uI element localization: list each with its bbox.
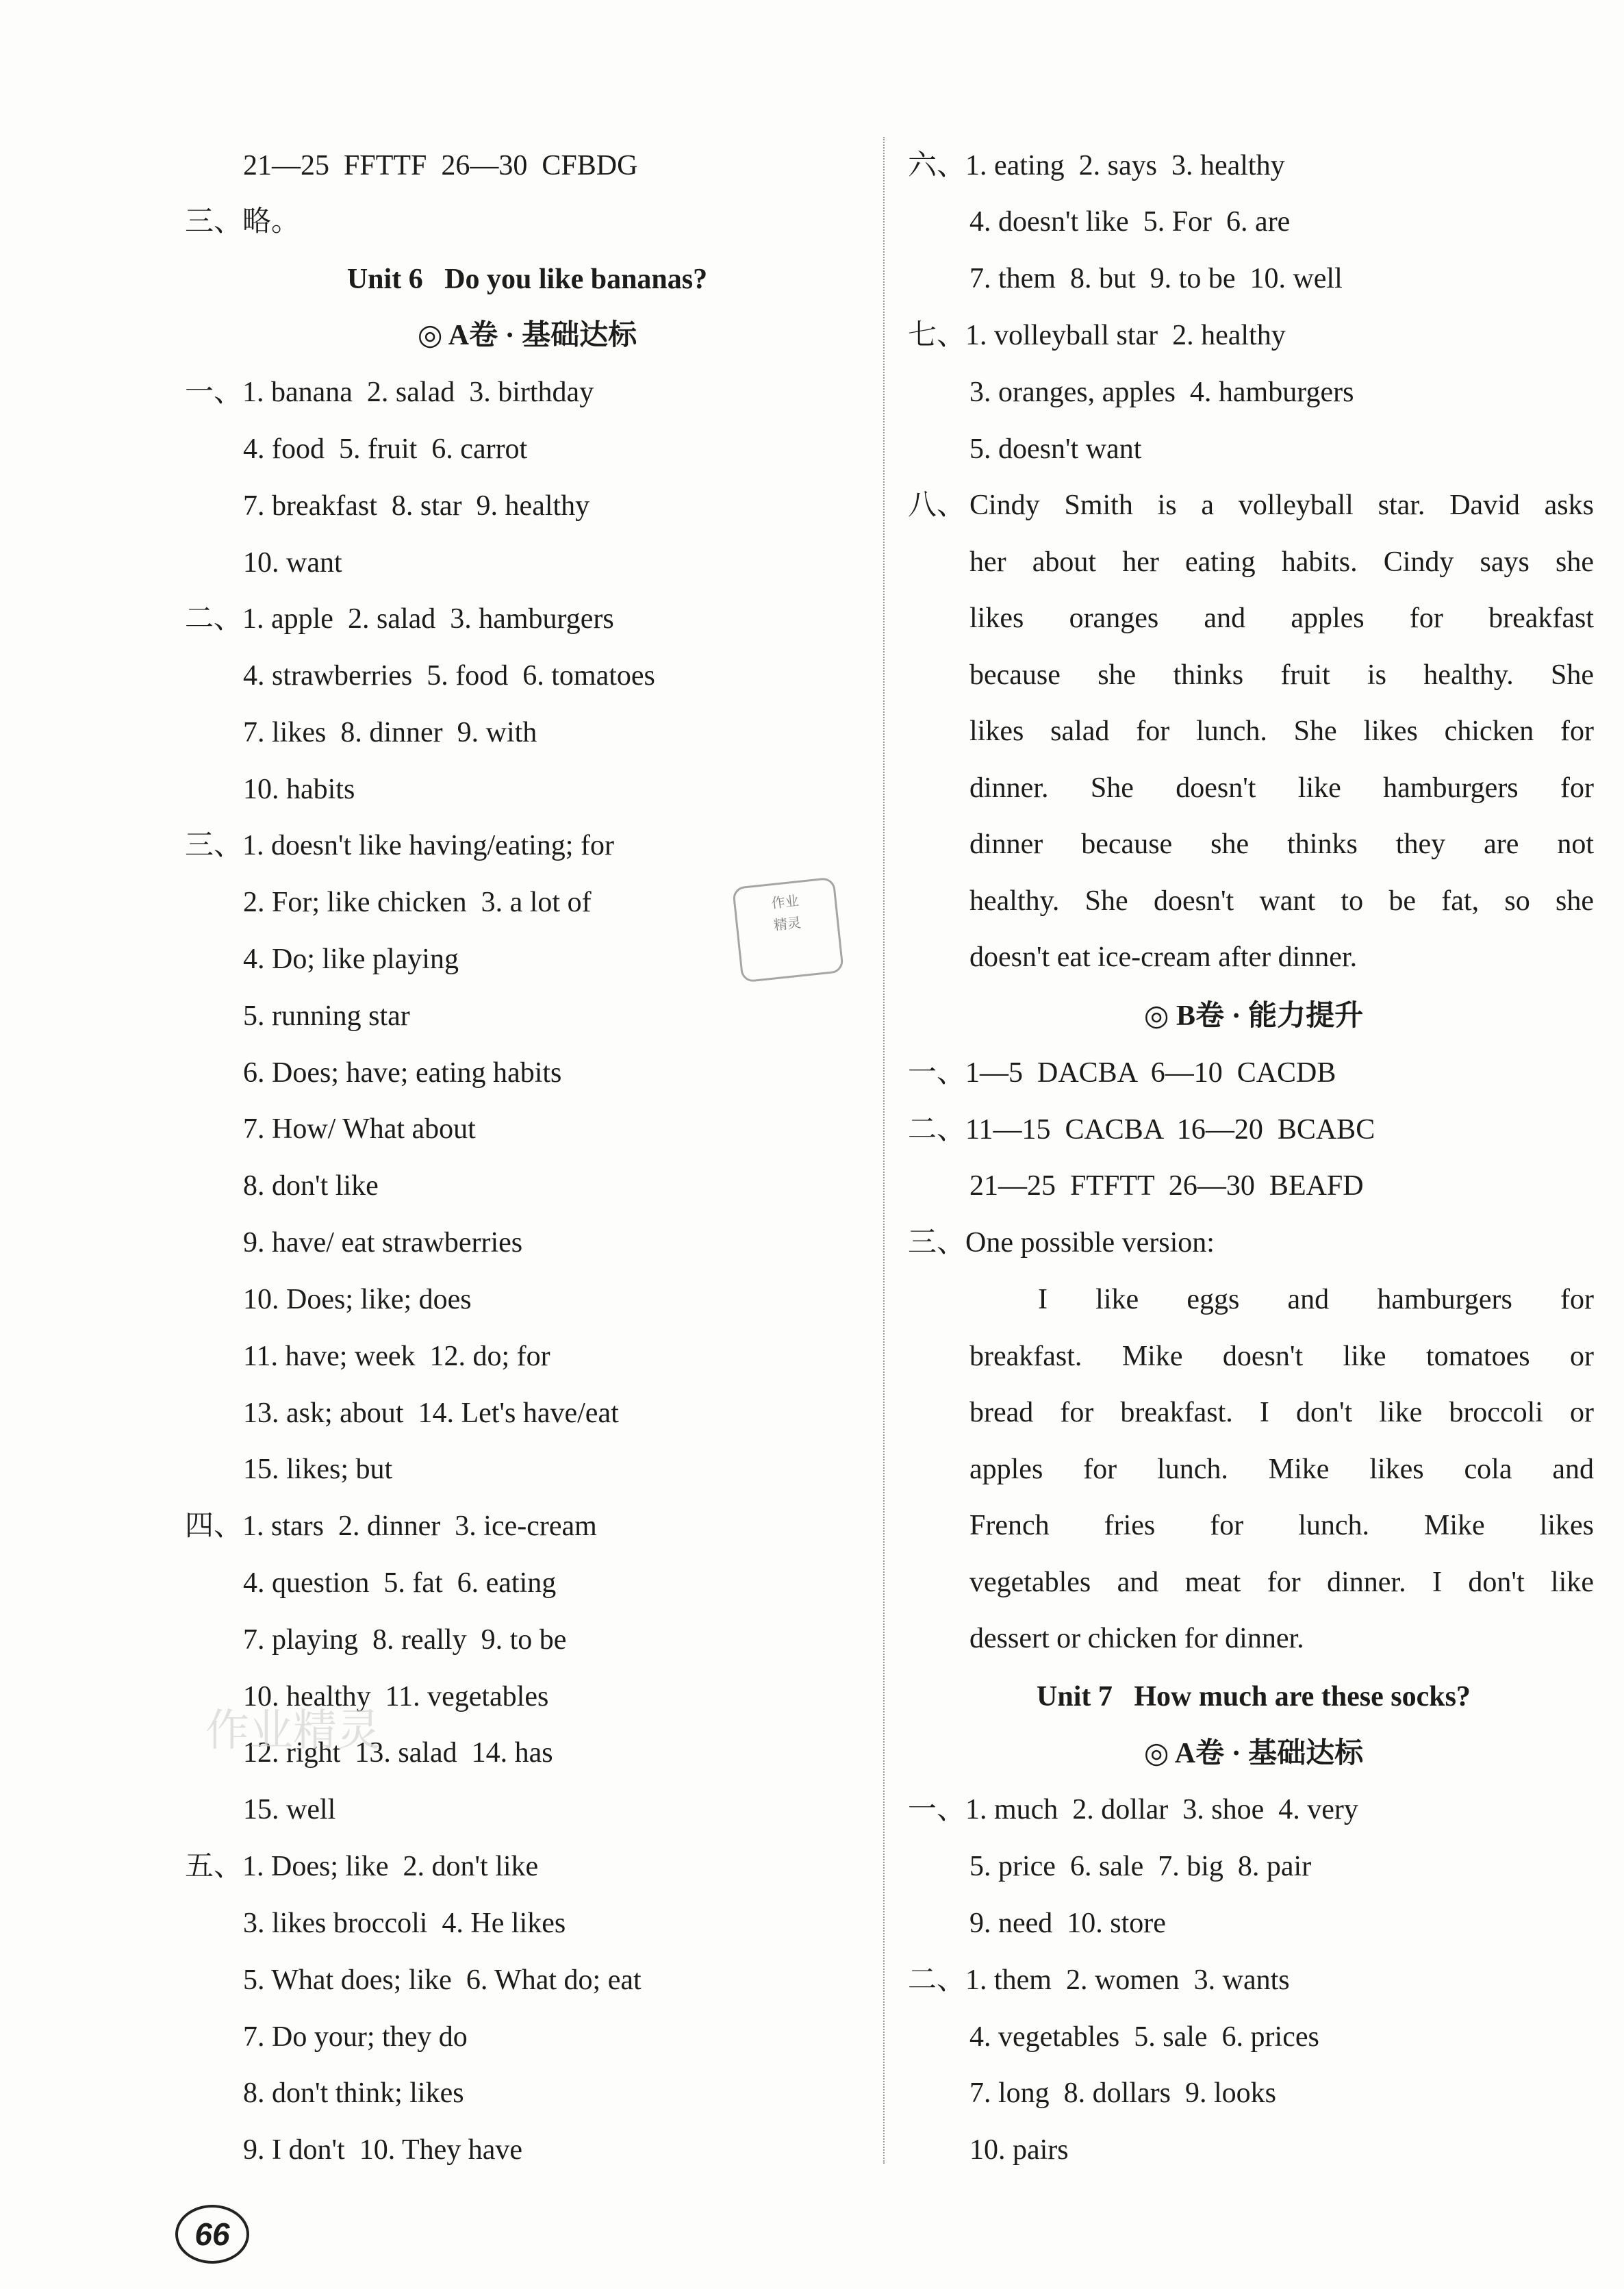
- answer-line: 一、1. much 2. dollar 3. shoe 4. very: [908, 1794, 1358, 1825]
- answer-line: 3. likes broccoli 4. He likes: [243, 1908, 566, 1939]
- answer-line: 7. playing 8. really 9. to be: [243, 1624, 567, 1656]
- answer-line: 5. price 6. sale 7. big 8. pair: [969, 1851, 1312, 1882]
- answer-line: 11. have; week 12. do; for: [243, 1341, 550, 1372]
- answer-line: 8. don't think; likes: [243, 2077, 464, 2109]
- passage-line: her about her eating habits. Cindy says she: [969, 546, 1594, 578]
- answer-line: 一、1—5 DACBA 6—10 CACDB: [908, 1057, 1336, 1089]
- answer-line: 7. them 8. but 9. to be 10. well: [969, 263, 1343, 294]
- answer-line: 二、1. them 2. women 3. wants: [908, 1964, 1290, 1996]
- passage-line: dessert or chicken for dinner.: [969, 1623, 1304, 1654]
- section-label: 八、: [908, 490, 966, 521]
- answer-line: 7. How/ What about: [243, 1113, 476, 1145]
- passage-line: dinner because she thinks they are not: [969, 829, 1594, 860]
- column-divider: [883, 137, 886, 2164]
- passage-line: breakfast. Mike doesn't like tomatoes or: [969, 1340, 1594, 1372]
- answer-line: 7. Do your; they do: [243, 2021, 468, 2053]
- passage-line: healthy. She doesn't want to be fat, so she: [969, 885, 1594, 917]
- passage-line: bread for breakfast. I don't like broccoli or: [969, 1397, 1594, 1428]
- answer-line: 4. strawberries 5. food 6. tomatoes: [243, 660, 655, 692]
- passage-line: doesn't eat ice-cream after dinner.: [969, 941, 1358, 973]
- answer-line: 9. have/ eat strawberries: [243, 1227, 523, 1259]
- answer-line: 3. oranges, apples 4. hamburgers: [969, 377, 1354, 408]
- passage-eight: [969, 477, 1594, 986]
- stamp-line: 作业: [770, 892, 800, 912]
- answer-line: 10. want: [243, 547, 342, 579]
- passage-line: Cindy Smith is a volleyball star. David asks: [969, 490, 1594, 521]
- passage-line: apples for lunch. Mike likes cola and: [969, 1453, 1594, 1485]
- answer-line: 四、1. stars 2. dinner 3. ice-cream: [185, 1510, 597, 1542]
- answer-line: 七、1. volleyball star 2. healthy: [908, 320, 1286, 351]
- answer-line: 15. well: [243, 1794, 336, 1825]
- stamp-line: 精灵: [772, 914, 802, 934]
- answer-line: 10. healthy 11. vegetables: [243, 1681, 549, 1712]
- answer-line: 6. Does; have; eating habits: [243, 1057, 562, 1089]
- page-number: 66: [175, 2205, 249, 2264]
- answer-line: 13. ask; about 14. Let's have/eat: [243, 1398, 619, 1429]
- section-heading: ◎ B卷 · 能力提升: [1143, 1000, 1364, 1032]
- passage-line: because she thinks fruit is healthy. She: [969, 659, 1594, 691]
- answer-line: 5. doesn't want: [969, 433, 1142, 465]
- answer-line: 4. Do; like playing: [243, 944, 459, 975]
- answer-line: 21—25 FFTTF 26—30 CFBDG: [243, 150, 638, 181]
- answer-line: 三、略。: [185, 206, 301, 238]
- answer-line: 五、1. Does; like 2. don't like: [185, 1851, 539, 1882]
- answer-line: 4. question 5. fat 6. eating: [243, 1567, 557, 1599]
- answer-line: 9. I don't 10. They have: [243, 2134, 523, 2166]
- answer-line: 5. What does; like 6. What do; eat: [243, 1964, 642, 1996]
- watermark: 作业精灵: [205, 1706, 381, 1756]
- passage-line: vegetables and meat for dinner. I don't like: [969, 1566, 1594, 1598]
- answer-line: 三、One possible version:: [908, 1227, 1215, 1259]
- answer-line: 10. pairs: [969, 2134, 1069, 2166]
- answer-line: 二、1. apple 2. salad 3. hamburgers: [185, 603, 614, 635]
- answer-line: 7. breakfast 8. star 9. healthy: [243, 490, 590, 522]
- answer-line: 15. likes; but: [243, 1454, 393, 1485]
- answer-line: 10. habits: [243, 774, 355, 805]
- answer-line: 10. Does; like; does: [243, 1284, 472, 1315]
- passage-line: dinner. She doesn't like hamburgers for: [969, 772, 1594, 804]
- answer-line: 7. long 8. dollars 9. looks: [969, 2077, 1276, 2109]
- section-heading: ◎ A卷 · 基础达标: [417, 320, 637, 351]
- possible-version-passage: [969, 1272, 1594, 1667]
- passage-line: I like eggs and hamburgers for: [1038, 1284, 1594, 1315]
- answer-line: 4. vegetables 5. sale 6. prices: [969, 2021, 1319, 2053]
- answer-line: 21—25 FTFTT 26—30 BEAFD: [969, 1170, 1364, 1202]
- answer-line: 8. don't like: [243, 1170, 379, 1202]
- unit-heading: Unit 6 Do you like bananas?: [346, 264, 708, 295]
- answer-line: 5. running star: [243, 1000, 410, 1032]
- passage-line: likes salad for lunch. She likes chicken for: [969, 716, 1594, 747]
- answer-line: 二、11—15 CACBA 16—20 BCABC: [908, 1114, 1375, 1146]
- answer-line: 7. likes 8. dinner 9. with: [243, 717, 537, 748]
- answer-line: 2. For; like chicken 3. a lot of: [243, 887, 592, 918]
- answer-line: 4. doesn't like 5. For 6. are: [969, 206, 1291, 238]
- answer-line: 一、1. banana 2. salad 3. birthday: [185, 377, 594, 408]
- unit-heading: Unit 7 How much are these socks?: [1037, 1681, 1471, 1712]
- passage-line: likes oranges and apples for breakfast: [969, 603, 1594, 634]
- answer-line: 三、1. doesn't like having/eating; for: [185, 830, 614, 861]
- passage-line: French fries for lunch. Mike likes: [969, 1510, 1594, 1541]
- answer-line: 4. food 5. fruit 6. carrot: [243, 433, 528, 465]
- section-heading: ◎ A卷 · 基础达标: [1143, 1738, 1364, 1769]
- answer-line: 六、1. eating 2. says 3. healthy: [908, 150, 1285, 181]
- answer-line: 12. right 13. salad 14. has: [243, 1737, 553, 1769]
- answer-line: 9. need 10. store: [969, 1908, 1166, 1939]
- stamp-logo: [732, 877, 844, 983]
